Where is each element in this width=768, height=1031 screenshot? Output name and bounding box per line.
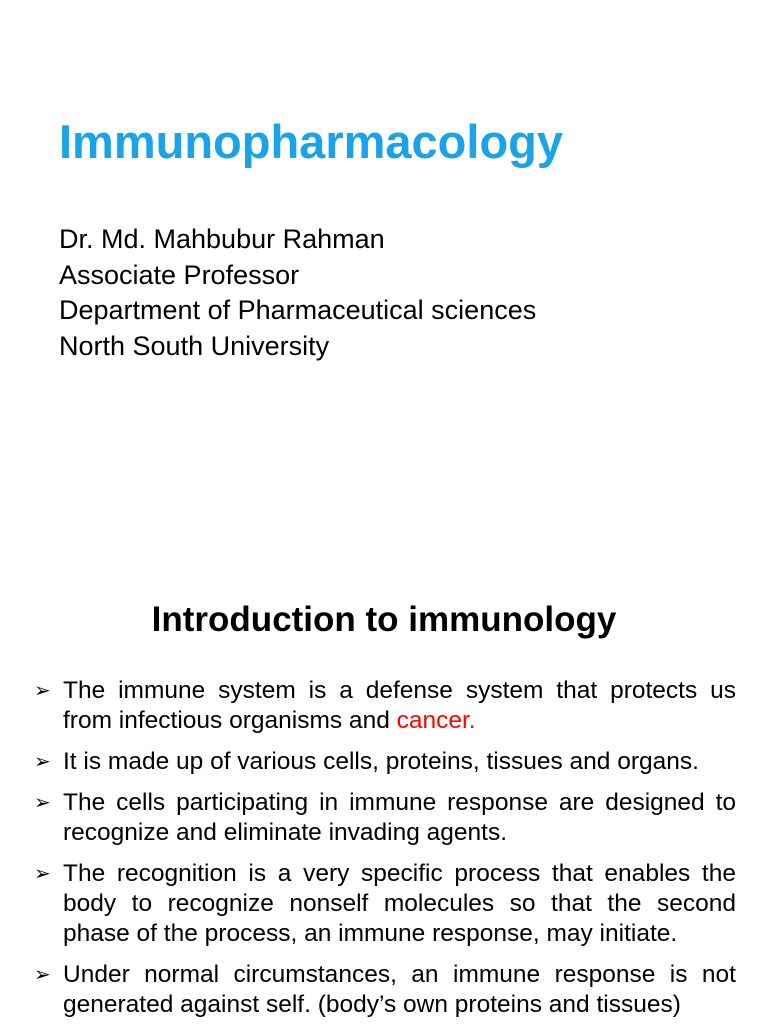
bullet-item [34, 960, 736, 1020]
author-position: Associate Professor [59, 259, 300, 290]
bullet-item [34, 859, 736, 949]
author-university: North South University [59, 330, 330, 361]
bullet-text: The cells participating in immune response are designed to recognize and eliminate invading agents. [63, 789, 736, 846]
bullet-text-main: The immune system is a defense system that protects us from infectious organisms and [63, 677, 736, 734]
bullet-text [63, 676, 736, 736]
slide-heading: Introduction to immunology [151, 600, 617, 639]
arrow-bullet-icon: ➢ [34, 792, 51, 814]
arrow-bullet-icon: ➢ [34, 964, 51, 986]
arrow-bullet-icon: ➢ [34, 680, 51, 702]
bullet-text: It is made up of various cells, proteins, tissues and organs. [63, 748, 699, 775]
intro-slide [0, 560, 768, 1024]
bullet-text: The recognition is a very specific process that enables the body to recognize nonself molecules so that the second phase of the process, an immune response, may initiate. [63, 860, 736, 947]
author-name: Dr. Md. Mahbubur Rahman [59, 224, 385, 254]
bullet-list [34, 676, 736, 1031]
author-department: Department of Pharmaceutical sciences [59, 295, 537, 325]
bullet-item [34, 788, 736, 848]
bullet-text: Under normal circumstances, an immune response is not generated against self. (body’s own proteins and tissues) [63, 961, 736, 1018]
arrow-bullet-icon: ➢ [34, 863, 51, 885]
bullet-highlight: cancer. [396, 707, 476, 734]
slide-title: Immunopharmacology [59, 115, 564, 168]
arrow-bullet-icon: ➢ [34, 751, 51, 773]
author-block [59, 222, 536, 364]
bullet-item [34, 676, 736, 736]
bullet-item [34, 747, 736, 777]
